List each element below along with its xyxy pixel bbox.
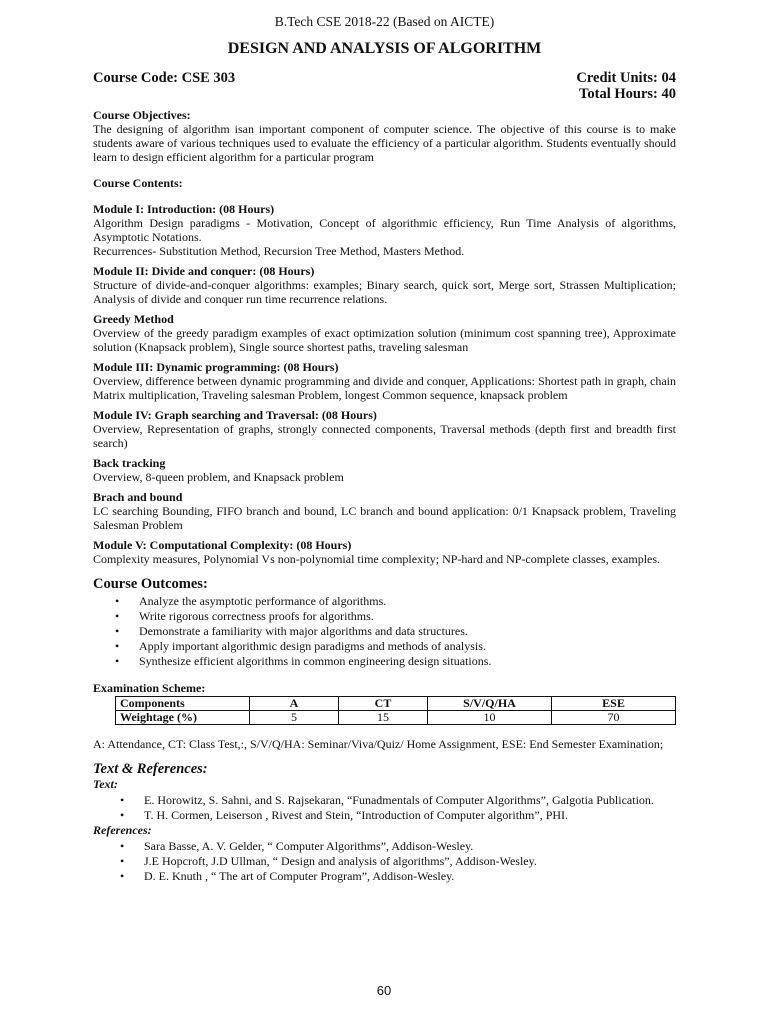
module-heading: Module V: Computational Complexity: (08 Hours): [93, 538, 352, 552]
module-text: Recurrences- Substitution Method, Recursion Tree Method, Masters Method.: [93, 244, 465, 258]
module-text: Algorithm Design paradigms - Motivation, Concept of algorithmic efficiency, Run Time Analysis of algorithms, Asymptotic Notations.: [93, 216, 676, 244]
module-2: [93, 264, 676, 306]
exam-table: [115, 696, 676, 725]
course-code: Course Code: CSE 303: [93, 70, 236, 86]
module-4: [93, 408, 676, 450]
page-number: 60: [376, 983, 392, 998]
branch-and-bound: [93, 490, 676, 532]
credit-units: Credit Units: 04: [576, 70, 676, 86]
module-heading: Brach and bound: [93, 490, 183, 504]
module-text: Overview, difference between dynamic programming and divide and conquer, Applications: Shortest path in graph, chain Matrix multiplication, Traveling salesman Problem, longest Common sequence, knapsack problem: [93, 374, 676, 402]
greedy-method: [93, 312, 676, 354]
table-cell: A: [250, 697, 339, 711]
document-page: [93, 14, 676, 884]
table-cell: 15: [339, 711, 428, 725]
module-text: Overview, 8-queen problem, and Knapsack problem: [93, 470, 344, 484]
page-header: B.Tech CSE 2018-22 (Based on AICTE): [274, 14, 495, 29]
objectives-text: The designing of algorithm isan important component of computer science. The objective of this course is to make students aware of various techniques used to evaluate the efficiency of a particular algorithm. Students eventually should learn to design efficient algorithm for a particular program: [93, 122, 676, 164]
text-list: [93, 793, 676, 823]
table-cell: 5: [250, 711, 339, 725]
total-hours: Total Hours: 40: [579, 86, 676, 102]
module-text: Structure of divide-and-conquer algorithms: examples; Binary search, quick sort, Merge sort, Strassen Multiplication; Analysis of divide and conquer run time recurrence relations.: [93, 278, 676, 306]
module-heading: Module III: Dynamic programming: (08 Hours): [93, 360, 339, 374]
text-heading: Text:: [93, 777, 118, 791]
table-cell: 10: [428, 711, 552, 725]
table-cell: ESE: [552, 697, 676, 711]
module-text: Overview of the greedy paradigm examples of exact optimization solution (minimum cost spanning tree), Approximate solution (Knapsack problem), Single source shortest paths, traveling salesman: [93, 326, 676, 354]
outcomes-list: [93, 594, 676, 669]
module-text: Complexity measures, Polynomial Vs non-polynomial time complexity; NP-hard and NP-complete classes, examples.: [93, 552, 661, 566]
reference-list: [93, 839, 676, 884]
exam-heading: Examination Scheme:: [93, 681, 206, 695]
module-5: [93, 538, 676, 566]
table-cell: Components: [116, 697, 250, 711]
objectives-heading: Course Objectives:: [93, 108, 191, 122]
table-row: [116, 711, 676, 725]
table-cell: Weightage (%): [116, 711, 250, 725]
module-heading: Module IV: Graph searching and Traversal: (08 Hours): [93, 408, 377, 422]
list-item: • Apply important algorithmic design paradigms and methods of analysis.: [93, 639, 676, 654]
list-item: • J.E Hopcroft, J.D Ullman, “ Design and analysis of algorithms”, Addison-Wesley.: [93, 854, 676, 869]
back-tracking: [93, 456, 676, 484]
list-item: • Demonstrate a familiarity with major algorithms and data structures.: [93, 624, 676, 639]
contents-heading: Course Contents:: [93, 176, 183, 190]
list-item: • D. E. Knuth , “ The art of Computer Program”, Addison-Wesley.: [93, 869, 676, 884]
module-3: [93, 360, 676, 402]
list-item: • Synthesize efficient algorithms in common engineering design situations.: [93, 654, 676, 669]
module-1: [93, 202, 676, 258]
module-heading: Back tracking: [93, 456, 166, 470]
table-cell: 70: [552, 711, 676, 725]
list-item: • E. Horowitz, S. Sahni, and S. Rajsekaran, “Funadmentals of Computer Algorithms”, Galgotia Publication.: [93, 793, 676, 808]
table-cell: S/V/Q/HA: [428, 697, 552, 711]
exam-note: A: Attendance, CT: Class Test,:, S/V/Q/HA: Seminar/Viva/Quiz/ Home Assignment, ESE: End Semester Examination;: [93, 737, 664, 751]
list-item: • T. H. Cormen, Leiserson , Rivest and Stein, “Introduction of Computer algorithm”, PHI.: [93, 808, 676, 823]
table-row: [116, 697, 676, 711]
course-title: DESIGN AND ANALYSIS OF ALGORITHM: [227, 40, 542, 57]
outcomes-heading: Course Outcomes:: [93, 576, 208, 592]
module-heading: Greedy Method: [93, 312, 174, 326]
module-heading: Module II: Divide and conquer: (08 Hours): [93, 264, 315, 278]
module-heading: Module I: Introduction: (08 Hours): [93, 202, 275, 216]
table-cell: CT: [339, 697, 428, 711]
list-item: • Write rigorous correctness proofs for algorithms.: [93, 609, 676, 624]
module-text: LC searching Bounding, FIFO branch and bound, LC branch and bound application: 0/1 Knapsack problem, Traveling Salesman Problem: [93, 504, 676, 532]
module-text: Overview, Representation of graphs, strongly connected components, Traversal methods (depth first and breadth first search): [93, 422, 676, 450]
references-subheading: References:: [93, 823, 152, 837]
references-heading: Text & References:: [93, 761, 208, 777]
list-item: • Analyze the asymptotic performance of algorithms.: [93, 594, 676, 609]
list-item: • Sara Basse, A. V. Gelder, “ Computer Algorithms”, Addison-Wesley.: [93, 839, 676, 854]
course-code-row: [93, 70, 676, 86]
